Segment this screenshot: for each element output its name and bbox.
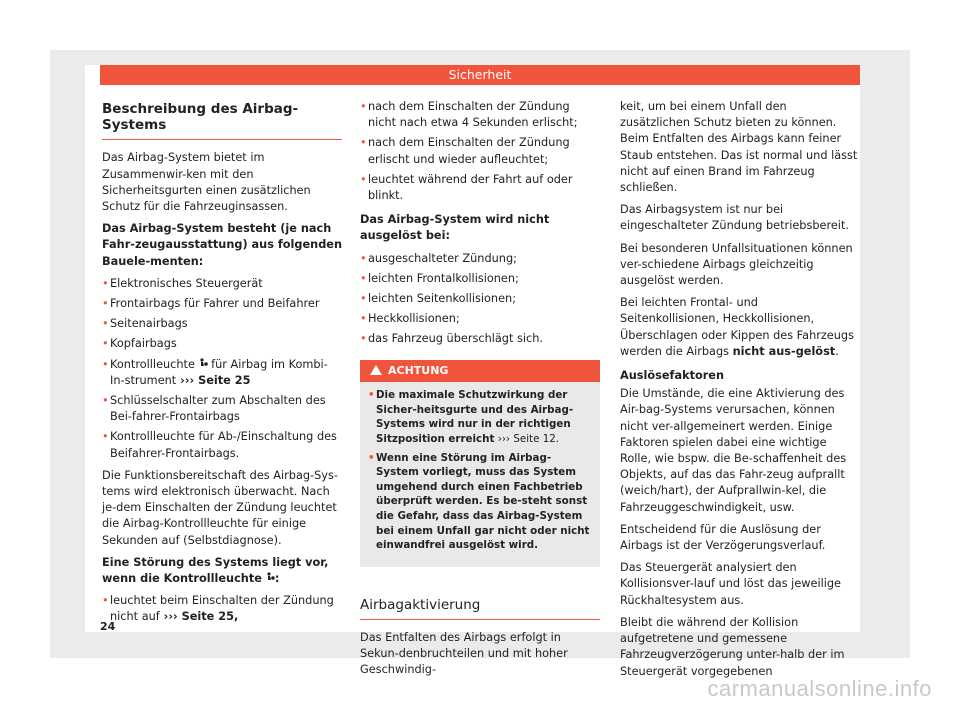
list-item: • leuchtet während der Fahrt auf oder blinkt. bbox=[360, 172, 600, 204]
section-title: Airbagaktivierung bbox=[360, 591, 600, 620]
list-item: • Die maximale Schutzwirkung der Sicher-heitsgurte und des Airbag-Systems wird nur in der richtigen Sitzposition erreicht ››› Seite 12. bbox=[368, 388, 592, 446]
paragraph: Bei besonderen Unfallsituationen können ver-schiedene Airbags gleichzeitig ausgelöst werden. bbox=[620, 241, 853, 288]
not-triggered-heading: Das Airbag-System wird nicht ausgelöst bei: bbox=[360, 213, 550, 243]
intro-paragraph: Das Airbag-System bietet im Zusammenwir-ken mit den Sicherheitsgurten einen zusätzlichen Schutz für die Fahrzeuginsassen. bbox=[102, 151, 311, 214]
paragraph: Die Funktionsbereitschaft des Airbag-Sys-tems wird elektronisch überwacht. Nach je-dem Einschalten der Zündung leuchtet die Airbag-Kontrollleuchte für einige Sekunden auf (Selbstdiagnose). bbox=[102, 468, 338, 547]
paragraph: Entscheidend für die Auslösung der Airbags ist der Verzögerungsverlauf. bbox=[620, 522, 826, 553]
list-item: • das Fahrzeug überschlägt sich. bbox=[360, 331, 600, 347]
list-item: • nach dem Einschalten der Zündung nicht nach etwa 4 Sekunden erlischt; bbox=[360, 99, 600, 131]
paragraph: Das Steuergerät analysiert den Kollisionsver-lauf und löst das jeweilige Rückhaltesystem aus. bbox=[620, 561, 842, 607]
list-item: • Kontrollleuchte für Airbag im Kombi-In-strument ››› Seite 25 bbox=[102, 357, 342, 389]
column-1 bbox=[102, 95, 342, 632]
section-title: Beschreibung des Airbag-Systems bbox=[102, 95, 342, 140]
warning-list bbox=[368, 388, 592, 553]
list-item: • ausgeschalteter Zündung; bbox=[360, 251, 600, 267]
page-number: 24 bbox=[100, 620, 116, 633]
paragraph: Bleibt die während der Kollision aufgetretene und gemessene Fahrzeugverzögerung unter-halb der im Steuergerät vorgegebenen bbox=[620, 615, 845, 678]
warning-triangle-icon bbox=[370, 365, 382, 375]
airbag-warning-icon bbox=[266, 572, 275, 583]
list-item: • Kopfairbags bbox=[102, 336, 342, 352]
paragraph: keit, um bei einem Unfall den zusätzlichen Schutz bieten zu können. Beim Entfalten des Airbags kann feiner Staub entstehen. Das ist normal und lässt nicht auf einen Brand im Fahrzeug schließen. bbox=[620, 100, 858, 195]
page-reference: ››› Seite 25, bbox=[159, 610, 239, 624]
list-item: • Heckkollisionen; bbox=[360, 311, 600, 327]
airbag-warning-icon bbox=[199, 358, 208, 369]
list-item: • Schlüsselschalter zum Abschalten des Bei-fahrer-Frontairbags bbox=[102, 393, 342, 425]
fault-heading: Eine Störung des Systems liegt vor, wenn die Kontrollleuchte : bbox=[102, 555, 329, 586]
column-2 bbox=[360, 99, 600, 685]
section-header: Sicherheit bbox=[100, 65, 860, 85]
page-reference: ››› Seite 25 bbox=[176, 373, 251, 387]
watermark: carmanualsonline.info bbox=[707, 676, 932, 701]
list-item: • nach dem Einschalten der Zündung erlischt und wieder aufleuchtet; bbox=[360, 135, 600, 167]
warning-box bbox=[360, 360, 600, 567]
fault-list-continued bbox=[360, 99, 600, 204]
list-item: • leichten Seitenkollisionen; bbox=[360, 291, 600, 307]
list-item: • Frontairbags für Fahrer und Beifahrer bbox=[102, 296, 342, 312]
paragraph: Das Airbagsystem ist nur bei eingeschalteter Zündung betriebsbereit. bbox=[620, 203, 849, 233]
list-item: • Seitenairbags bbox=[102, 316, 342, 332]
list-item: • Kontrollleuchte für Ab-/Einschaltung des Beifahrer-Frontairbags. bbox=[102, 429, 342, 461]
components-heading: Das Airbag-System besteht (je nach Fahr-zeugausstattung) aus folgenden Bauele-menten: bbox=[102, 222, 343, 268]
list-item: • Elektronisches Steuergerät bbox=[102, 276, 342, 292]
not-triggered-list bbox=[360, 251, 600, 348]
components-list bbox=[102, 276, 342, 462]
fault-list bbox=[102, 593, 342, 625]
column-3 bbox=[620, 99, 860, 686]
paragraph: Die Umstände, die eine Aktivierung des Air-bag-Systems verursachen, können nicht ver-allgemeinert werden. Einige Faktoren spielen dabei eine wichtige Rolle, wie bspw. die Be-schaffenheit des Objekts, auf das das Fahr-zeug aufprallt (weich/hart), der Aufprallwin-kel, die Fahrzeuggeschwindigkeit, usw. bbox=[620, 387, 847, 514]
list-item: • leuchtet beim Einschalten der Zündung nicht auf ››› Seite 25, bbox=[102, 593, 342, 625]
list-item: • Wenn eine Störung im Airbag-System vorliegt, muss das System umgehend durch einen Fachbetrieb überprüft werden. Es be-steht sonst die Gefahr, dass das Airbag-System bei einem Unfall gar nicht oder nicht einwandfrei ausgelöst wird. bbox=[368, 451, 592, 553]
page-reference: ››› Seite 12. bbox=[494, 433, 560, 446]
paragraph: Bei leichten Frontal- und Seitenkollisionen, Heckkollisionen, Überschlagen oder Kippen des Fahrzeugs werden die Airbags nicht aus-gelöst. bbox=[620, 296, 854, 358]
list-item: • leichten Frontalkollisionen; bbox=[360, 271, 600, 287]
paragraph: Das Entfalten des Airbags erfolgt in Sekun-denbruchteilen und mit hoher Geschwindig- bbox=[360, 630, 568, 677]
warning-header: ACHTUNG bbox=[360, 360, 600, 383]
subheading: Auslösefaktoren bbox=[620, 369, 725, 383]
